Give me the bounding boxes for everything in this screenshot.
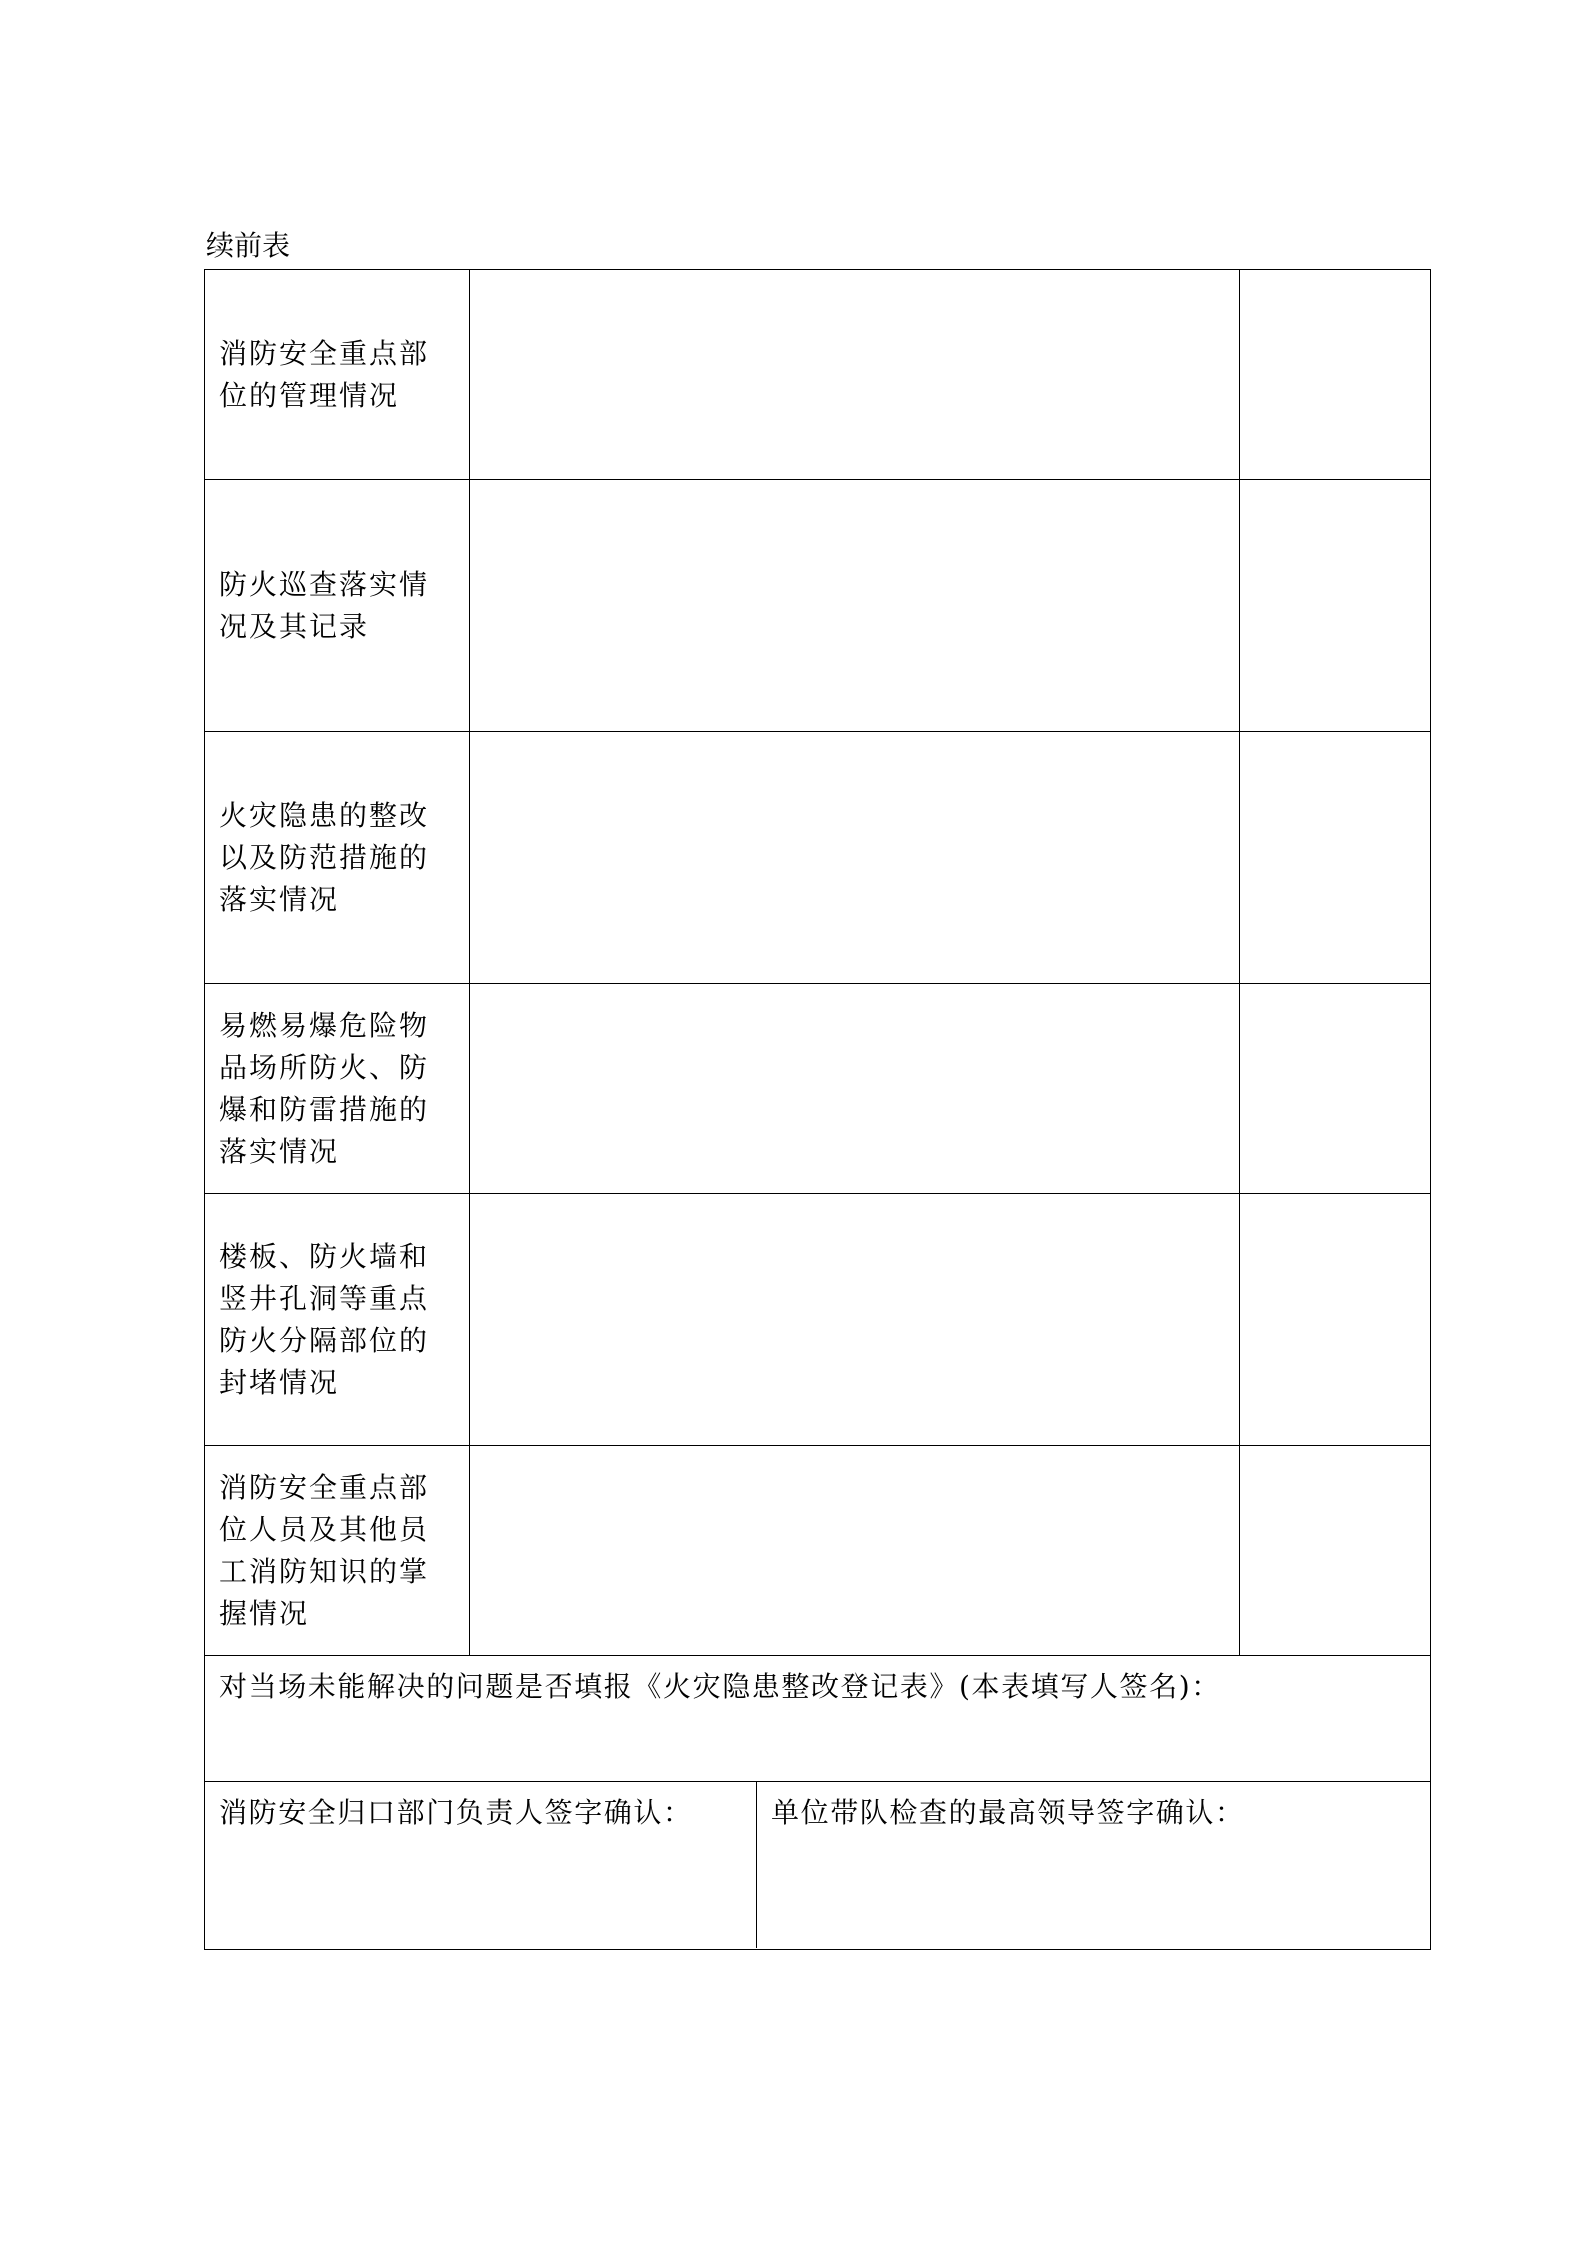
question-cell[interactable] (205, 1656, 1431, 1782)
table-row (205, 270, 1431, 480)
row-label: 楼板、防火墙和竖井孔洞等重点防火分隔部位的封堵情况 (219, 1239, 430, 1399)
content-cell[interactable] (470, 984, 1240, 1194)
row-label: 防火巡查落实情况及其记录 (219, 567, 430, 643)
signature-block (205, 1782, 1430, 1948)
result-cell[interactable] (1240, 732, 1431, 984)
table-row (205, 1194, 1431, 1446)
table-row (205, 732, 1431, 984)
question-row (205, 1656, 1431, 1782)
inspection-form-table (204, 269, 1431, 1950)
result-cell[interactable] (1240, 1446, 1431, 1656)
content-cell[interactable] (470, 1446, 1240, 1656)
row-label: 火灾隐患的整改以及防范措施的落实情况 (219, 798, 430, 916)
department-head-signature-label: 消防安全归口部门负责人签字确认： (219, 1796, 693, 1829)
content-cell[interactable] (470, 480, 1240, 732)
row-label: 易燃易爆危险物品场所防火、防爆和防雷措施的落实情况 (219, 1008, 430, 1168)
table-row (205, 480, 1431, 732)
content-cell[interactable] (470, 270, 1240, 480)
row-label-cell (205, 732, 470, 984)
department-head-signature-box[interactable] (205, 1782, 757, 1948)
row-label-cell (205, 1194, 470, 1446)
top-leader-signature-label: 单位带队检查的最高领导签字确认： (771, 1796, 1245, 1829)
row-label-cell (205, 480, 470, 732)
question-text: 对当场未能解决的问题是否填报《火灾隐患整改登记表》(本表填写人签名)： (219, 1670, 1221, 1703)
table-row (205, 1446, 1431, 1656)
row-label: 消防安全重点部位人员及其他员工消防知识的掌握情况 (219, 1470, 430, 1630)
signature-cell (205, 1782, 1431, 1950)
content-cell[interactable] (470, 732, 1240, 984)
result-cell[interactable] (1240, 480, 1431, 732)
row-label: 消防安全重点部位的管理情况 (219, 336, 430, 412)
table-caption: 续前表 (206, 229, 291, 262)
signature-row (205, 1782, 1431, 1950)
row-label-cell (205, 1446, 470, 1656)
content-cell[interactable] (470, 1194, 1240, 1446)
result-cell[interactable] (1240, 984, 1431, 1194)
table-row (205, 984, 1431, 1194)
row-label-cell (205, 270, 470, 480)
result-cell[interactable] (1240, 270, 1431, 480)
row-label-cell (205, 984, 470, 1194)
result-cell[interactable] (1240, 1194, 1431, 1446)
top-leader-signature-box[interactable] (757, 1782, 1430, 1948)
